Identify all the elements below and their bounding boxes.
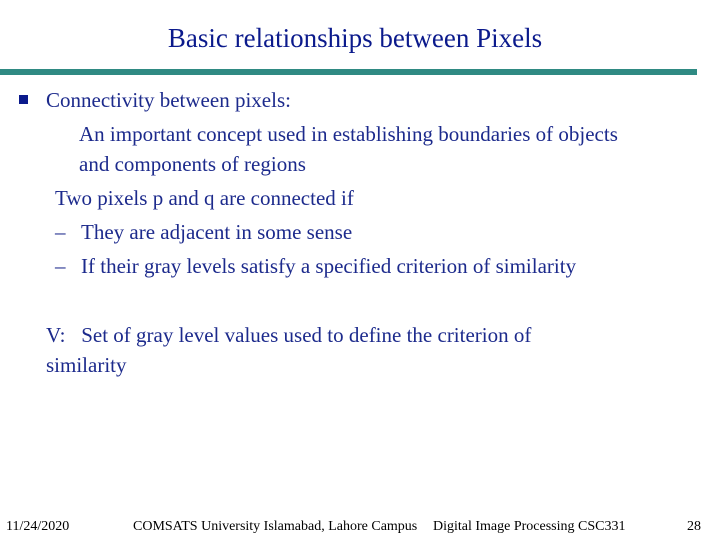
connected-intro: Two pixels p and q are connected if bbox=[55, 186, 354, 210]
sub-line-1: An important concept used in establishing boundaries of objects bbox=[79, 122, 618, 146]
v-definition-line-2: similarity bbox=[46, 353, 127, 377]
dash-item-2-text: If their gray levels satisfy a specified criterion of similarity bbox=[81, 254, 577, 278]
title-divider bbox=[0, 69, 697, 75]
dash-marker: – bbox=[55, 220, 66, 244]
footer-institution: COMSATS University Islamabad, Lahore Campus bbox=[133, 519, 418, 534]
v-definition-line-1: V: Set of gray level values used to define the criterion of bbox=[46, 323, 532, 347]
square-bullet-icon bbox=[19, 95, 28, 104]
main-bullet-row bbox=[0, 83, 720, 117]
dash-item-1 bbox=[55, 215, 352, 249]
sub-line-2: and components of regions bbox=[79, 152, 306, 176]
slide-title: Basic relationships between Pixels bbox=[167, 23, 543, 53]
main-bullet-text: Connectivity between pixels: bbox=[46, 88, 291, 112]
footer-page-number: 28 bbox=[687, 519, 701, 534]
footer-date: 11/24/2020 bbox=[6, 519, 70, 534]
dash-item-1-text: They are adjacent in some sense bbox=[81, 220, 353, 244]
dash-marker: – bbox=[55, 254, 66, 278]
footer-course: Digital Image Processing CSC331 bbox=[433, 519, 626, 534]
dash-item-2 bbox=[55, 249, 576, 283]
